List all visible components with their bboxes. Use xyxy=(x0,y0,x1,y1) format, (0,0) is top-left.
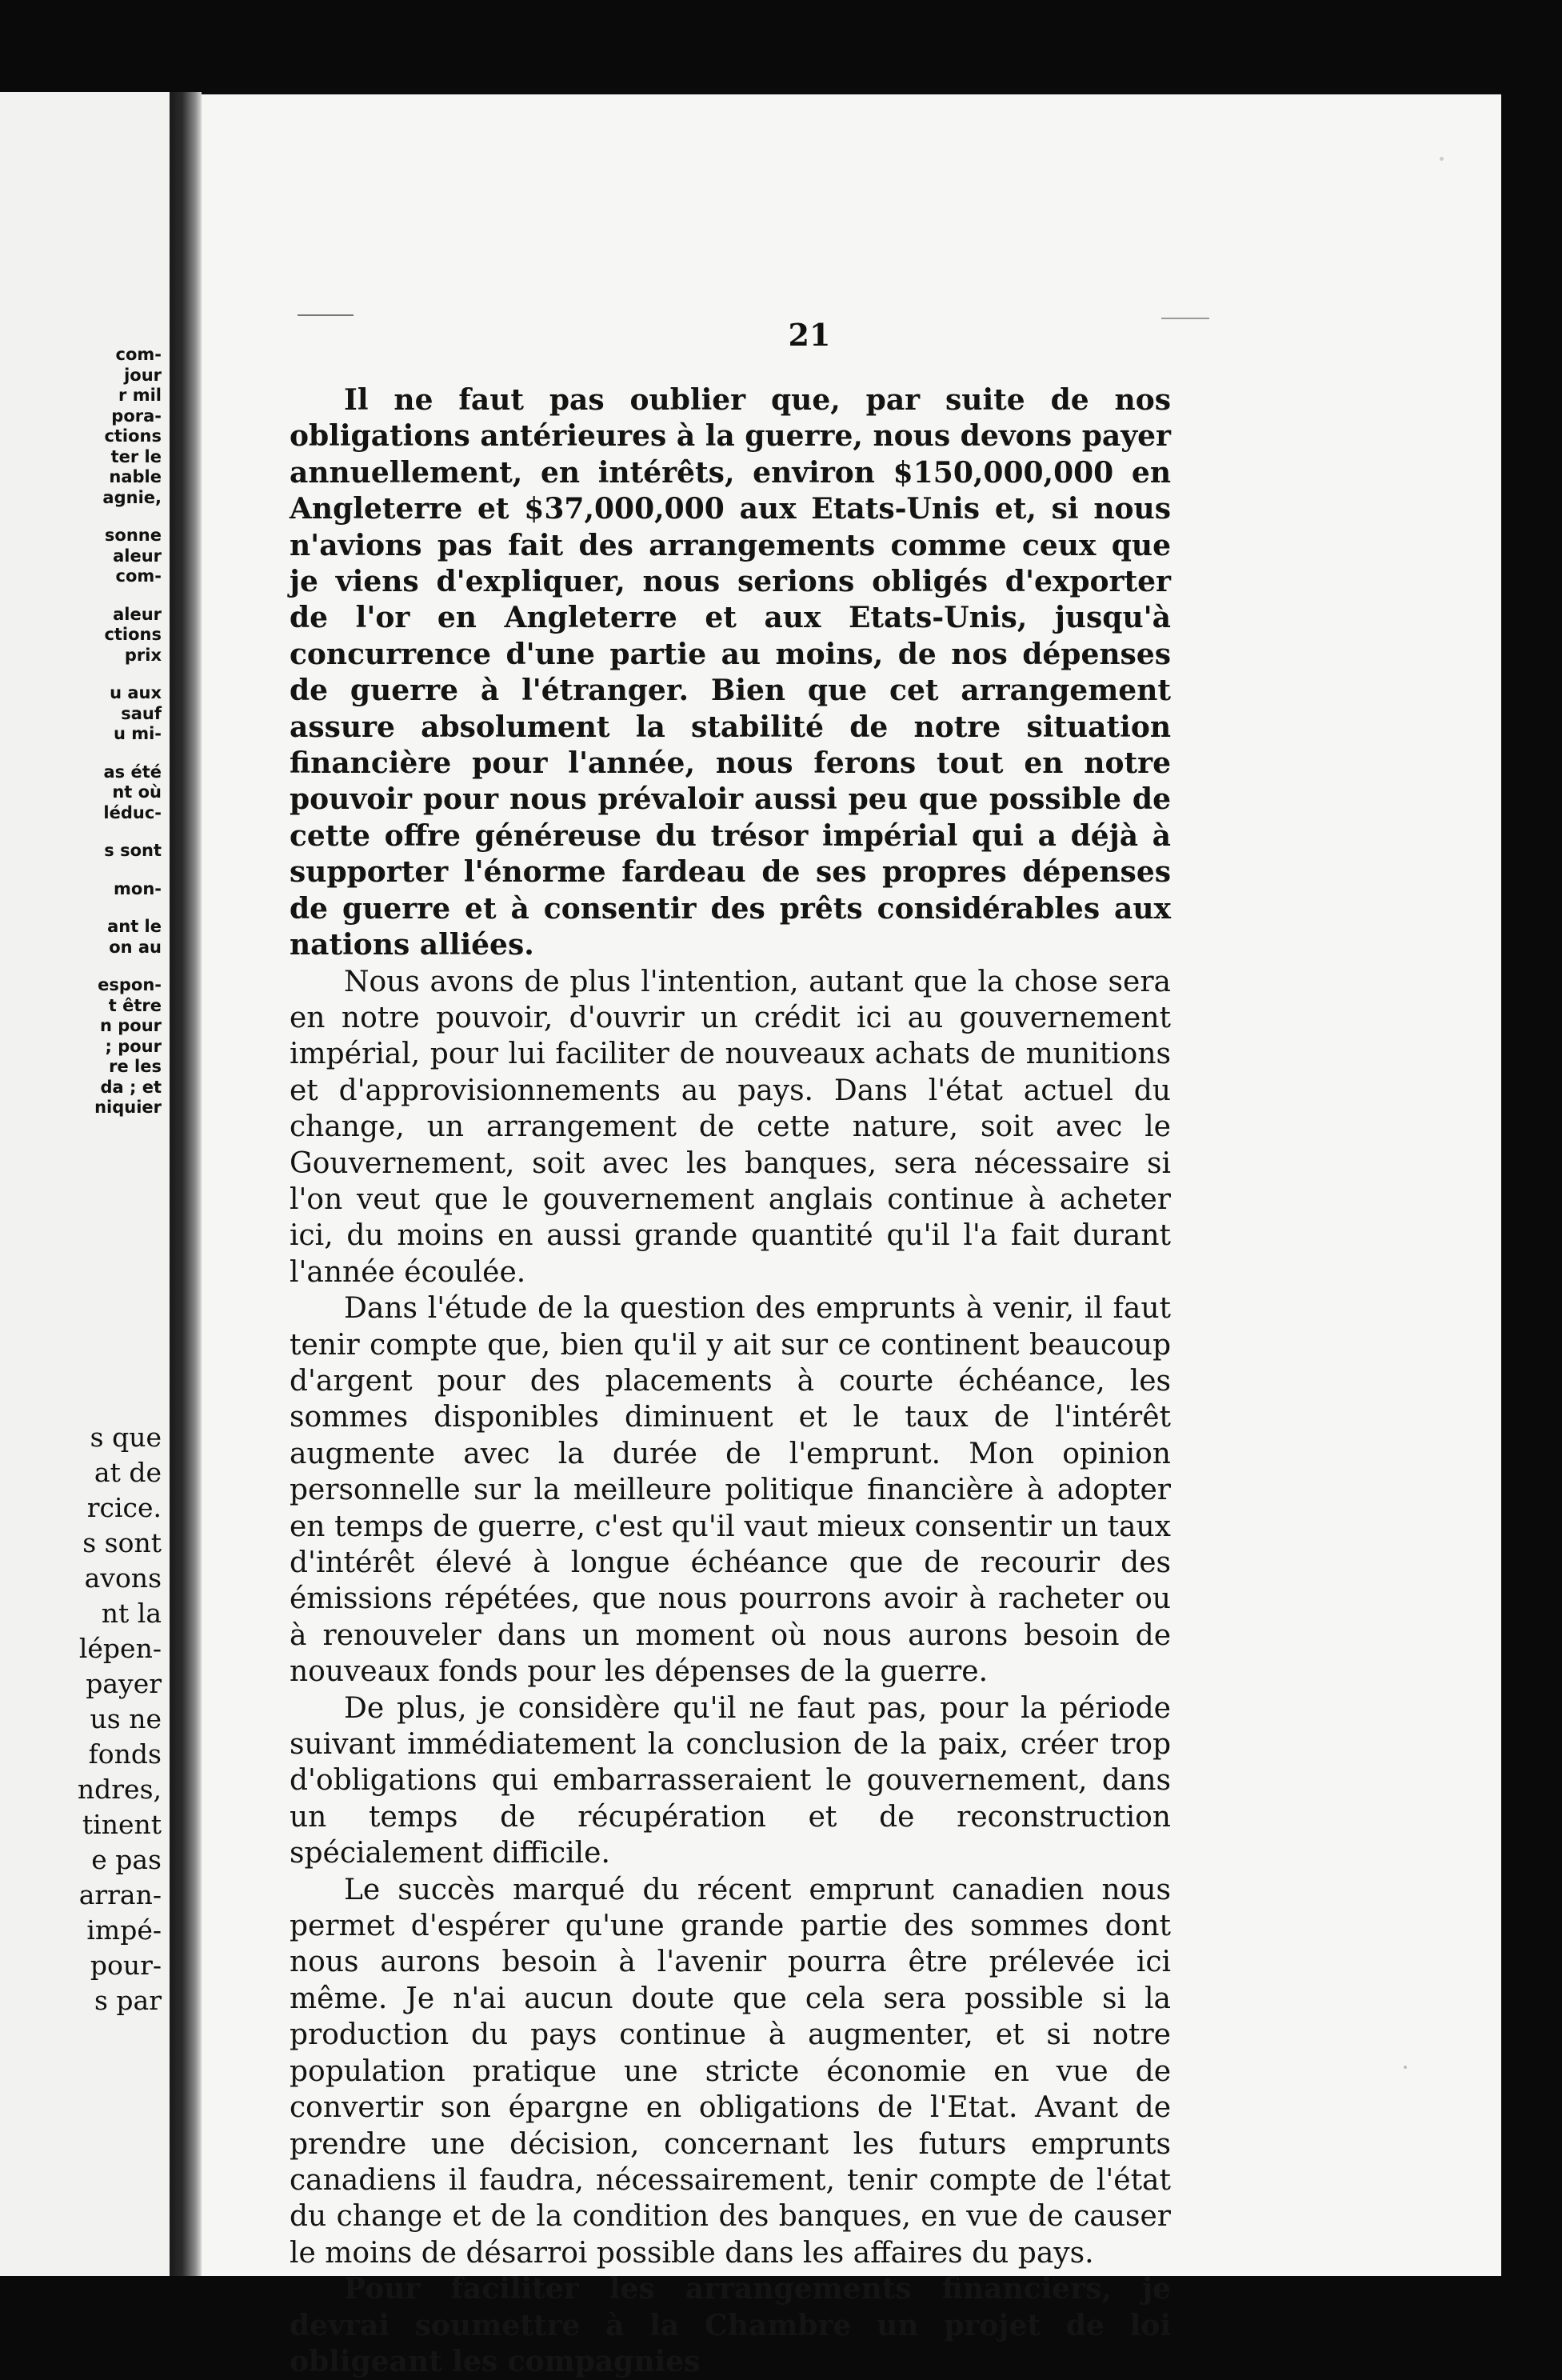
left-page-fragment: ctions xyxy=(104,625,162,644)
left-page-fragment: espon- xyxy=(98,975,162,994)
left-page-fragment: ant le xyxy=(107,917,162,936)
left-page-fragment: arran- xyxy=(78,1879,162,1910)
left-page-fragment: mon- xyxy=(114,878,162,898)
left-page-fragment: nt la xyxy=(101,1598,162,1629)
left-page-fragment: nable xyxy=(109,467,162,486)
left-page-fragment: agnie, xyxy=(102,487,162,507)
left-facing-page xyxy=(0,92,170,2276)
left-page-fragment: s par xyxy=(94,1985,162,2016)
paragraph: Nous avons de plus l'intention, autant que la chose sera en notre pouvoir, d'ouvrir un crédit ici au gouvernement impérial, pour lui faciliter de nouveaux achats de munitions et d'approvisionnements au pays. Dans l'état actuel du change, un arrangement de cette nature, soit avec le Gouvernement, soit avec les banques, sera nécessaire si l'on veut que le gouvernement anglais continue à acheter ici, du moins en aussi grande quantité qu'il l'a fait durant l'année écoulée. xyxy=(290,965,1171,1289)
book-gutter xyxy=(170,92,202,2276)
left-page-fragment: s sont xyxy=(104,841,162,860)
left-page-fragment: tinent xyxy=(82,1809,162,1840)
left-page-fragment: e pas xyxy=(91,1844,162,1875)
left-page-fragment: ndres, xyxy=(77,1774,162,1805)
left-page-fragment: niquier xyxy=(94,1098,162,1117)
left-page-fragment: com- xyxy=(115,345,162,364)
left-page-fragment: lépen- xyxy=(78,1633,162,1664)
paragraph: Le succès marqué du récent emprunt canadien nous permet d'espérer qu'une grande partie des sommes dont nous aurons besoin à l'avenir pourra être prélevée ici même. Je n'ai aucun doute que cela sera possible si la production du pays continue à augmenter, et si notre population pratique une stricte économie en vue de convertir son épargne en obligations de l'Etat. Avant de prendre une décision, concernant les futurs emprunts canadiens il faudra, nécessairement, tenir compte de l'état du change et de la condition des banques, en vue de causer le moins de désarroi possible dans les affaires du pays. xyxy=(290,1873,1171,2270)
body-text xyxy=(290,382,1171,2380)
left-page-fragment: t être xyxy=(108,995,162,1015)
left-page-fragment: ter le xyxy=(110,446,162,466)
left-page-fragment: n pour xyxy=(99,1016,162,1035)
left-page-fragment: r mil xyxy=(118,386,162,405)
left-page-fragment: com- xyxy=(115,566,162,586)
left-page-fragment: u mi- xyxy=(113,724,162,743)
scan-mark xyxy=(298,314,354,316)
paragraph: De plus, je considère qu'il ne faut pas, pour la période suivant immédiatement la conclusion de la paix, créer trop d'obligations qui embarrasseraient le gouvernement, dans un temps de récupération et de reconstruction spécialement difficile. xyxy=(290,1691,1171,1870)
left-page-fragment: impé- xyxy=(86,1914,162,1946)
scan-speck xyxy=(1404,2066,1407,2069)
left-page-fragment: pora- xyxy=(111,406,162,426)
scan-mark xyxy=(1161,318,1209,319)
left-page-fragment: aleur xyxy=(113,604,162,624)
paragraph: Dans l'étude de la question des emprunts à venir, il faut tenir compte que, bien qu'il y ait sur ce continent beaucoup d'argent pour des placements à courte échéance, les sommes disponibles diminuent et le taux de l'intérêt augmente avec la durée de l'emprunt. Mon opinion personnelle sur la meilleure politique financière à adopter en temps de guerre, c'est qu'il vaut mieux consentir un taux d'intérêt élevé à longue échéance que de recourir des émissions répétées, que nous pourrons avoir à racheter ou à renouveler dans un moment où nous aurons besoin de nouveaux fonds pour les dépenses de la guerre. xyxy=(290,1292,1171,1689)
left-page-fragment: us ne xyxy=(90,1703,162,1734)
left-page-fragment: aleur xyxy=(113,546,162,566)
left-page-fragment: prix xyxy=(124,645,162,665)
left-page-fragment: léduc- xyxy=(103,802,162,822)
left-page-fragment: s sont xyxy=(82,1527,162,1558)
left-page-fragment: ; pour xyxy=(105,1036,162,1056)
page-number: 21 xyxy=(788,317,831,353)
left-page-fragment: sauf xyxy=(121,703,162,723)
left-page-fragment: payer xyxy=(86,1668,162,1699)
left-page-fragment: re les xyxy=(109,1057,162,1076)
scanned-page xyxy=(202,94,1501,2378)
left-page-fragment: pour- xyxy=(90,1950,162,1981)
left-page-fragment: rcice. xyxy=(86,1492,162,1523)
left-page-fragment: on au xyxy=(109,937,162,957)
left-page-fragment: jour xyxy=(124,365,162,385)
left-page-fragment: fonds xyxy=(88,1738,162,1770)
left-page-fragment: u aux xyxy=(110,683,162,702)
left-page-fragment: at de xyxy=(94,1457,162,1488)
left-page-fragment: avons xyxy=(84,1562,162,1594)
scan-speck xyxy=(1440,157,1444,161)
paragraph: Il ne faut pas oublier que, par suite de nos obligations antérieures à la guerre, nous devons payer annuellement, en intérêts, environ $150,000,000 en Angleterre et $37,000,000 aux Etats-Unis et, si nous n'avions pas fait des arrangements comme ceux que je viens d'expliquer, nous serions obligés d'exporter de l'or en Angleterre et aux Etats-Unis, jusqu'à concurrence d'une partie au moins, de nos dépenses de guerre à l'étranger. Bien que cet arrangement assure absolument la stabilité de notre situation financière pour l'année, nous ferons tout en notre pouvoir pour nous prévaloir aussi peu que possible de cette offre généreuse du trésor impérial qui a déjà à supporter l'énorme fardeau de ses propres dépenses de guerre et à consentir des prêts considérables aux nations alliées. xyxy=(290,383,1171,962)
left-page-fragment: ctions xyxy=(104,426,162,446)
left-page-fragment: as été xyxy=(103,762,162,782)
left-page-fragment: sonne xyxy=(104,526,162,545)
left-page-fragment: s que xyxy=(90,1422,162,1453)
left-page-fragment: da ; et xyxy=(100,1077,162,1097)
paragraph: Pour faciliter les arrangements financiers, je devrai soumettre à la Chambre un projet de loi obligeant les compagnies xyxy=(290,2272,1171,2378)
left-page-fragment: nt où xyxy=(112,782,162,802)
